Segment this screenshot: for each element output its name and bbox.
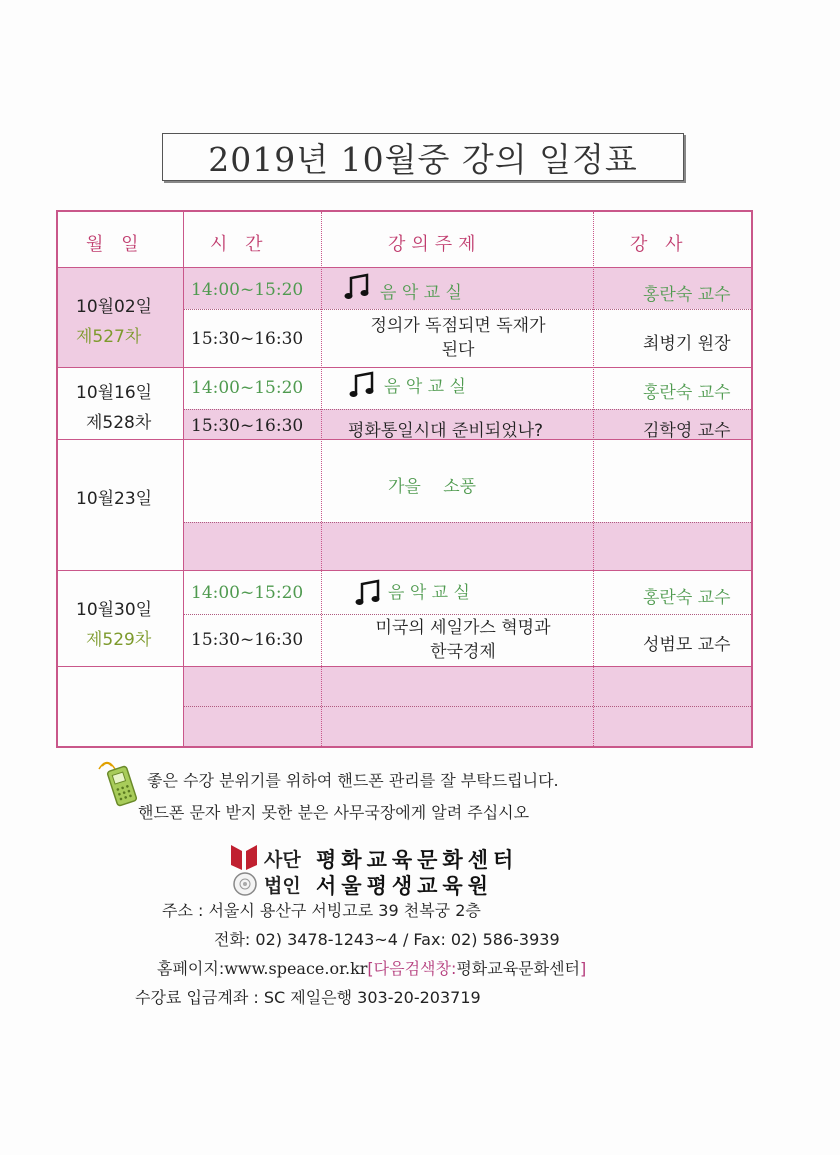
org-logo <box>230 843 560 897</box>
session1-row2-time: 15:30~16:30 <box>191 329 304 349</box>
page-title: 2019년 10월중 강의 일정표 <box>162 133 684 181</box>
session1-date-highlight <box>58 267 183 367</box>
homepage-url[interactable]: www.speace.or.kr <box>224 959 368 978</box>
header-lecturer: 강 사 <box>630 234 689 255</box>
notice-line-1: 좋은 수강 분위기를 위하여 핸드폰 관리를 잘 부탁드립니다. <box>147 771 559 790</box>
session2-row2-time: 15:30~16:30 <box>191 416 304 436</box>
session2-row1-topic: 음 악 교 실 <box>384 377 466 397</box>
schedule-table <box>56 210 753 748</box>
session4-row2-topic: 미국의 세일가스 혁명과 한국경제 <box>375 618 551 662</box>
session1-row2-lecturer: 최병기 원장 <box>643 334 731 354</box>
address: 주소 : 서울시 용산구 서빙고로 39 천복궁 2층 <box>162 901 481 920</box>
session2-round: 제528차 <box>86 413 152 433</box>
session2-row2-lecturer: 김학영 교수 <box>643 421 731 441</box>
header-topic: 강의주제 <box>388 234 482 255</box>
org-logo-icon <box>230 843 258 871</box>
music-note-icon <box>343 272 373 302</box>
org-name-bottom: 서울평생교육원 <box>316 874 494 898</box>
search-term: 평화교육문화센터 <box>456 959 580 978</box>
session4-date: 10월30일 <box>76 600 153 620</box>
music-note-icon <box>348 370 378 400</box>
session4-row1-time: 14:00~15:20 <box>191 583 304 603</box>
homepage-label: 홈페이지: <box>157 959 225 978</box>
session2-row2-topic: 평화통일시대 준비되었나? <box>348 421 544 441</box>
phone-fax: 전화: 02) 3478-1243~4 / Fax: 02) 586-3939 <box>214 930 560 949</box>
session4-row2-time: 15:30~16:30 <box>191 630 304 650</box>
session4-row1-lecturer: 홍란숙 교수 <box>643 588 731 608</box>
session2-date: 10월16일 <box>76 383 153 403</box>
org-name-top: 평화교육문화센터 <box>316 848 519 872</box>
session3-empty-highlight <box>183 522 751 570</box>
org-label-bottom: 법인 <box>264 875 301 897</box>
search-prefix: [다음검색창: <box>367 959 457 978</box>
header-time: 시 간 <box>210 234 269 255</box>
session1-row2-topic: 정의가 독점되면 독재가 된다 <box>370 316 546 360</box>
session1-row1-topic: 음 악 교 실 <box>380 283 462 303</box>
search-suffix: ] <box>580 959 587 978</box>
session2-row1-lecturer: 홍란숙 교수 <box>643 383 731 403</box>
session1-date: 10월02일 <box>76 297 153 317</box>
session1-row1-lecturer: 홍란숙 교수 <box>643 285 731 305</box>
org-label-top: 사단 <box>264 849 301 871</box>
session4-row2-lecturer: 성범모 교수 <box>643 635 731 655</box>
session4-row1-topic: 음 악 교 실 <box>388 583 470 603</box>
session3-date: 10월23일 <box>76 489 153 509</box>
session2-row1-time: 14:00~15:20 <box>191 378 304 398</box>
notice-line-2: 핸드폰 문자 받지 못한 분은 사무국장에게 알려 주십시오 <box>138 803 530 822</box>
music-note-icon <box>354 578 384 608</box>
emblem-icon <box>232 871 258 897</box>
session1-round: 제527차 <box>76 327 142 347</box>
session1-row1-time: 14:00~15:20 <box>191 280 304 300</box>
session3-topic: 가을 소풍 <box>388 477 477 497</box>
homepage-line <box>157 956 586 979</box>
bank-account: 수강료 입금계좌 : SC 제일은행 303-20-203719 <box>135 988 481 1007</box>
header-date: 월 일 <box>86 234 145 255</box>
session4-round: 제529차 <box>86 630 152 650</box>
